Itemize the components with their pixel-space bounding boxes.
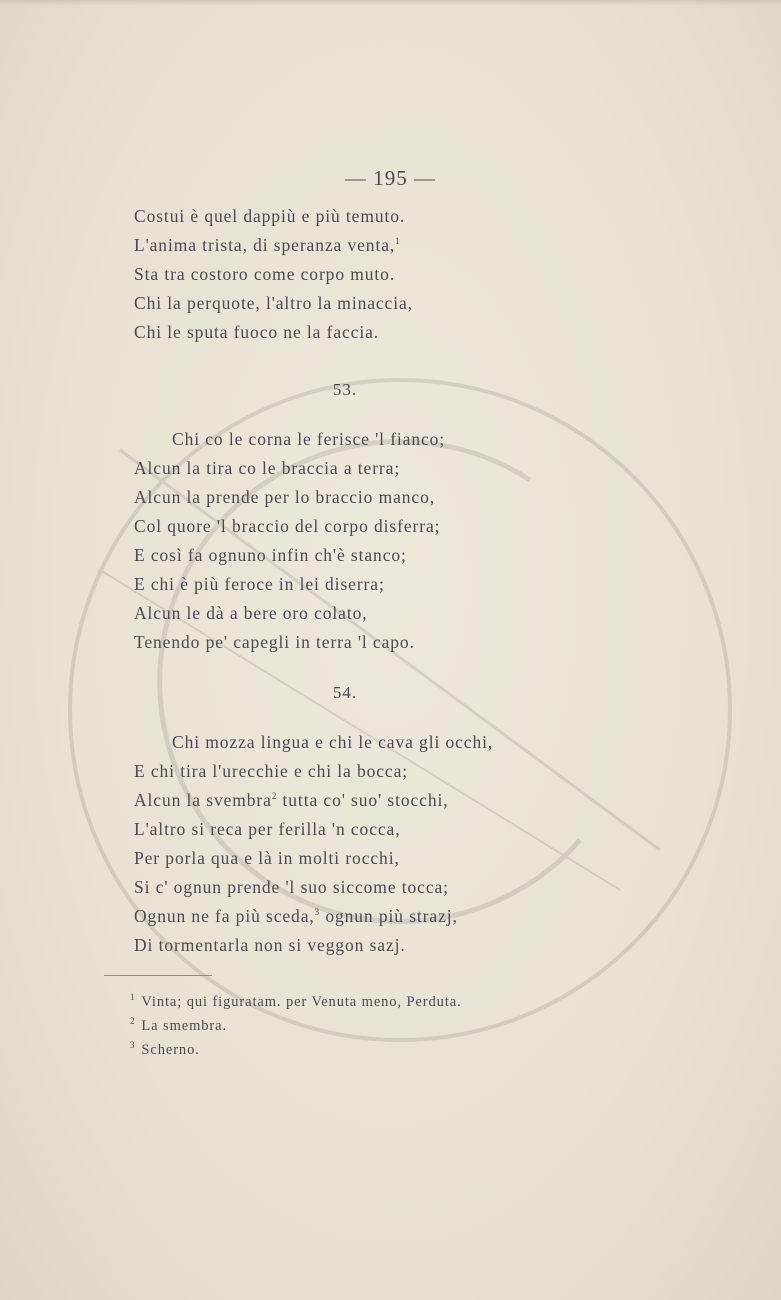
verse-line: Alcun la tira co le braccia a terra; [134, 458, 401, 478]
footnotes [130, 990, 462, 1062]
verse-line: Sta tra costoro come corpo muto. [134, 264, 396, 284]
footnote-mark: 3 [130, 1040, 136, 1051]
footnote-ref: 3 [314, 907, 321, 918]
footnote: $^3$ Scherno. [130, 1040, 200, 1058]
footnote-ref: 1 [395, 236, 401, 247]
verse-line: Chi co le corna le ferisce 'l fianco; [172, 429, 446, 449]
page-edge [0, 0, 781, 6]
footnote: $^1$ Vinta; qui figuratam. per Venuta meno, Perduta. [130, 992, 462, 1010]
page-number: — 195 — [345, 166, 436, 190]
footnote-mark: 2 [130, 1016, 136, 1027]
verse-line: E chi è più feroce in lei diserra; [134, 574, 385, 594]
verse-line: Col quore 'l braccio del corpo disferra; [134, 516, 441, 536]
verse-line: Alcun la prende per lo braccio manco, [134, 487, 436, 507]
stanza-number: 54. [332, 683, 358, 702]
verse-line: L'altro si reca per ferilla 'n cocca, [134, 819, 401, 839]
stanza-continuation [134, 202, 413, 347]
verse-line: E così fa ognuno infin ch'è stanco; [134, 545, 407, 565]
verse-line: Costui è quel dappiù e più temuto. [134, 206, 406, 226]
verse-line: L'anima trista, di speranza venta,$^1$ [134, 235, 401, 255]
verse-line: E chi tira l'urecchie e chi la bocca; [134, 761, 409, 781]
verse-line: Si c' ognun prende 'l suo siccome tocca; [134, 877, 449, 897]
footnote-mark: 1 [130, 992, 136, 1003]
verse-line: Chi la perquote, l'altro la minaccia, [134, 293, 413, 313]
footnote-ref: 2 [271, 791, 278, 802]
stanza-54 [134, 728, 493, 960]
footnote-divider [104, 975, 212, 976]
footnote: $^2$ La smembra. [130, 1016, 227, 1034]
verse-line: Ognun ne fa più sceda,$^3$ ognun più strazj, [134, 906, 458, 926]
verse-line: Chi le sputa fuoco ne la faccia. [134, 322, 380, 342]
stanza-number: 53. [332, 380, 358, 399]
verse-line: Per porla qua e là in molti rocchi, [134, 848, 400, 868]
verse-line: Chi mozza lingua e chi le cava gli occhi, [172, 732, 494, 752]
verse-line: Alcun le dà a bere oro colato, [134, 603, 368, 623]
verse-line: Alcun la svembra$^2$ tutta co' suo' stocchi, [134, 790, 449, 810]
verse-line: Tenendo pe' capegli in terra 'l capo. [134, 632, 415, 652]
stanza-53 [134, 425, 445, 657]
verse-line: Di tormentarla non si veggon sazj. [134, 935, 406, 955]
